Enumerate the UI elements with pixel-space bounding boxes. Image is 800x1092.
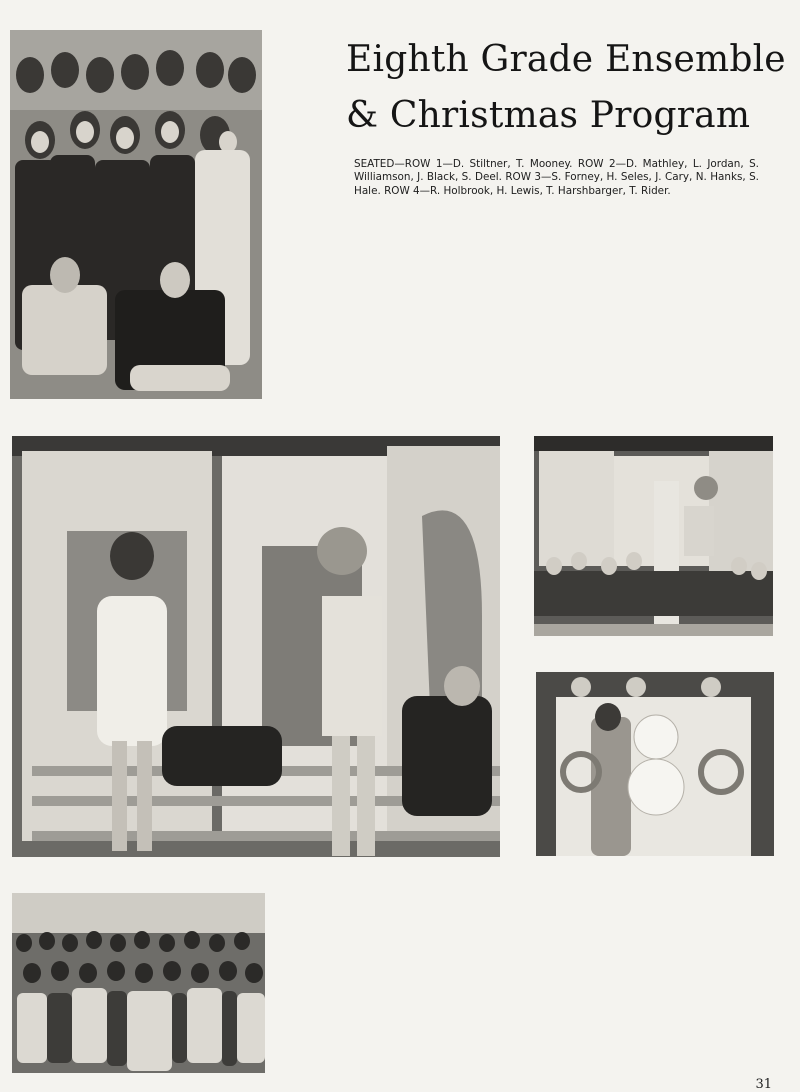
page-title-line-1: Eighth Grade Ensemble (346, 39, 786, 80)
page-title-line-2: & Christmas Program (346, 95, 751, 136)
ensemble-group-photo (10, 30, 262, 399)
page-number: 31 (755, 1077, 772, 1092)
stage-performers-photo (534, 436, 773, 636)
christmas-play-stage-photo (12, 436, 500, 857)
snowman-scene-photo (536, 672, 774, 856)
audience-photo (12, 893, 265, 1073)
ensemble-caption: SEATED—ROW 1—D. Stiltner, T. Mooney. ROW 2—D. Mathley, L. Jordan, S. Williamson, J. Black, S. Deel. ROW 3—S. Forney, H. Seles, J. Cary, N. Hanks, S. Hale. ROW 4—R. Holbrook, H. Lewis, T. Harshbarger, T. Rider. (354, 158, 759, 197)
page-title (346, 32, 786, 144)
